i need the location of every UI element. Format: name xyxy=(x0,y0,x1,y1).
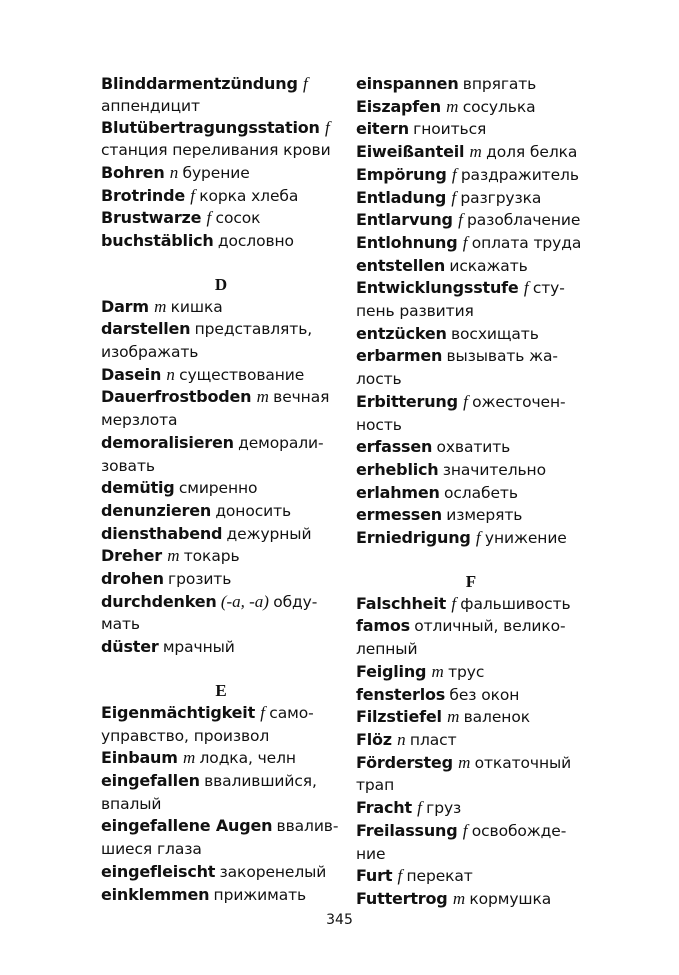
dictionary-entry xyxy=(101,185,341,208)
dictionary-entry xyxy=(356,96,586,119)
translation: сту-пень развития xyxy=(356,279,565,321)
headword: Empörung xyxy=(356,164,447,184)
headword: famos xyxy=(356,616,410,636)
dictionary-entry xyxy=(356,323,586,346)
translation: охватить xyxy=(436,438,511,457)
headword: diensthabend xyxy=(101,523,223,543)
entries-e-continued xyxy=(356,73,586,550)
headword: Darm xyxy=(101,296,149,316)
grammar-note: (-a, -a) xyxy=(220,591,269,611)
headword: eingefleischt xyxy=(101,861,216,881)
gender-mark: f xyxy=(206,208,212,228)
headword: düster xyxy=(101,637,159,657)
entries-e xyxy=(101,702,341,906)
entries-f xyxy=(356,593,586,911)
translation: вызывать жа-лость xyxy=(356,347,558,389)
translation: смиренно xyxy=(178,479,258,498)
translation: разоблачение xyxy=(467,211,581,230)
translation: разгрузка xyxy=(460,188,542,207)
gender-mark: m xyxy=(452,888,466,908)
translation: токарь xyxy=(183,547,240,566)
headword: Blinddarmentzündung xyxy=(101,74,298,93)
headword: fensterlos xyxy=(356,684,446,704)
dictionary-entry xyxy=(356,209,586,232)
entries-b xyxy=(101,73,341,253)
headword: eingefallene Augen xyxy=(101,816,273,836)
gender-mark: m xyxy=(458,752,471,772)
translation: дежурный xyxy=(226,524,312,543)
headword: denunzieren xyxy=(101,500,212,520)
dictionary-entry xyxy=(356,277,586,322)
headword: Erniedrigung xyxy=(356,528,471,548)
gender-mark: m xyxy=(256,387,269,407)
translation: прижимать xyxy=(213,885,307,904)
headword: Brustwarze xyxy=(101,208,202,228)
gender-mark: f xyxy=(325,118,330,138)
gender-mark: m xyxy=(431,661,444,681)
dictionary-entry xyxy=(356,232,586,255)
translation: восхищать xyxy=(450,324,539,343)
dictionary-entry xyxy=(101,545,341,568)
gender-mark: m xyxy=(182,748,196,768)
translation: представлять, изображать xyxy=(101,320,313,362)
headword: Feigling xyxy=(356,661,427,681)
translation: трус xyxy=(448,662,485,681)
headword: erbarmen xyxy=(356,346,443,366)
translation: дословно xyxy=(217,231,294,250)
translation: измерять xyxy=(446,506,523,525)
translation: кормушка xyxy=(469,889,552,908)
headword: Einbaum xyxy=(101,748,178,768)
translation: ослабеть xyxy=(443,483,518,502)
headword: durchdenken xyxy=(101,591,217,611)
translation: перекат xyxy=(406,867,473,886)
translation: унижение xyxy=(484,529,567,548)
translation: сосок xyxy=(215,209,261,228)
gender-mark: f xyxy=(458,210,463,230)
headword: Entlarvung xyxy=(356,210,453,230)
dictionary-entry xyxy=(101,770,341,815)
dictionary-entry xyxy=(101,815,341,860)
entries-d xyxy=(101,296,341,659)
translation: доля белка xyxy=(486,143,578,162)
gender-mark: f xyxy=(523,278,529,298)
translation: фальшивость xyxy=(460,594,571,613)
gender-mark: f xyxy=(462,820,468,840)
dictionary-entry xyxy=(356,527,586,550)
gender-mark: f xyxy=(451,187,457,207)
dictionary-entry xyxy=(356,118,586,141)
dictionary-entry xyxy=(101,568,341,591)
translation: валенок xyxy=(463,708,530,727)
headword: Flöz xyxy=(356,729,392,749)
translation: аппендицит xyxy=(101,96,200,115)
dictionary-entry xyxy=(356,729,586,752)
gender-mark: n xyxy=(397,729,406,749)
section-heading-e: E xyxy=(215,680,227,700)
headword: demütig xyxy=(101,478,175,498)
headword: Furt xyxy=(356,866,393,886)
gender-mark: f xyxy=(190,185,195,205)
headword: eingefallen xyxy=(101,770,200,790)
translation: откаточный трап xyxy=(356,753,572,795)
gender-mark: f xyxy=(451,164,457,184)
headword: erheblich xyxy=(356,459,439,479)
dictionary-entry xyxy=(101,884,341,907)
headword: Bohren xyxy=(101,162,165,182)
gender-mark: f xyxy=(260,702,266,722)
headword: erlahmen xyxy=(356,482,440,502)
headword: einklemmen xyxy=(101,884,210,904)
dictionary-entry xyxy=(101,386,341,431)
translation: искажать xyxy=(449,256,528,275)
translation: деморали-зовать xyxy=(101,433,324,475)
headword: Entlohnung xyxy=(356,232,458,252)
gender-mark: n xyxy=(169,162,179,182)
translation: доносить xyxy=(215,501,292,520)
left-column xyxy=(101,73,341,906)
headword: Filzstiefel xyxy=(356,707,442,727)
headword: ermessen xyxy=(356,505,442,525)
headword: Fracht xyxy=(356,798,412,818)
headword: Dreher xyxy=(101,546,162,566)
gender-mark: m xyxy=(446,96,459,116)
dictionary-entry xyxy=(356,865,586,888)
translation: ввалившийся, впалый xyxy=(101,771,317,813)
translation: грозить xyxy=(168,570,232,589)
gender-mark: f xyxy=(417,798,422,818)
dictionary-entry xyxy=(101,861,341,884)
headword: Blutübertragungsstation xyxy=(101,118,320,138)
dictionary-entry xyxy=(101,500,341,523)
dictionary-entry xyxy=(101,591,341,636)
dictionary-entry xyxy=(356,684,586,707)
headword: Entwicklungsstufe xyxy=(356,278,519,298)
headword: Eiweißanteil xyxy=(356,142,465,162)
translation: закоренелый xyxy=(219,862,327,881)
gender-mark: n xyxy=(166,364,175,384)
headword: Dauerfrostboden xyxy=(101,387,252,407)
gender-mark: f xyxy=(463,391,468,411)
gender-mark: f xyxy=(462,232,468,252)
gender-mark: f xyxy=(451,593,457,613)
dictionary-entry xyxy=(356,593,586,616)
headword: drohen xyxy=(101,569,164,589)
dictionary-entry xyxy=(356,504,586,527)
headword: Futtertrog xyxy=(356,888,448,908)
translation: ожесточен-ность xyxy=(356,392,566,434)
dictionary-entry xyxy=(356,615,586,660)
translation: ввалив-шиеся глаза xyxy=(101,817,339,859)
dictionary-entry xyxy=(101,747,341,770)
headword: Eiszapfen xyxy=(356,96,441,116)
headword: Entladung xyxy=(356,187,447,207)
translation: обду-мать xyxy=(101,592,318,634)
dictionary-entry xyxy=(101,523,341,546)
headword: Falschheit xyxy=(356,593,447,613)
translation: без окон xyxy=(449,685,520,704)
translation: вечная мерзлота xyxy=(101,388,330,430)
dictionary-entry xyxy=(101,296,341,319)
headword: entstellen xyxy=(356,255,446,275)
dictionary-entry xyxy=(101,73,341,117)
dictionary-entry xyxy=(101,318,341,363)
translation: лодка, челн xyxy=(199,749,296,768)
translation: отличный, велико-лепный xyxy=(356,617,566,659)
headword: erfassen xyxy=(356,437,433,457)
dictionary-entry xyxy=(356,752,586,797)
gender-mark: m xyxy=(447,707,460,727)
page-number: 345 xyxy=(326,912,353,928)
headword: Dasein xyxy=(101,364,162,384)
dictionary-entry xyxy=(356,141,586,164)
headword: einspannen xyxy=(356,74,459,93)
translation: гноиться xyxy=(413,120,487,139)
dictionary-entry xyxy=(356,345,586,390)
dictionary-entry xyxy=(101,432,341,477)
headword: demoralisieren xyxy=(101,432,234,452)
translation: само-управство, произвол xyxy=(101,703,314,745)
gender-mark: m xyxy=(469,142,482,162)
dictionary-entry xyxy=(356,661,586,684)
dictionary-entry xyxy=(356,888,586,911)
translation: станция переливания крови xyxy=(101,141,331,160)
dictionary-entry xyxy=(101,117,341,161)
gender-mark: f xyxy=(302,74,308,93)
dictionary-entry xyxy=(356,187,586,210)
dictionary-entry xyxy=(101,636,341,659)
dictionary-entry xyxy=(356,73,586,96)
headword: Freilassung xyxy=(356,820,458,840)
dictionary-entry xyxy=(101,477,341,500)
dictionary-entry xyxy=(356,391,586,436)
gender-mark: m xyxy=(167,546,180,566)
gender-mark: f xyxy=(475,528,481,548)
translation: впрягать xyxy=(462,75,537,93)
translation: пласт xyxy=(409,730,457,749)
dictionary-entry xyxy=(356,255,586,278)
dictionary-entry xyxy=(356,820,586,865)
translation: оплата труда xyxy=(471,233,582,252)
gender-mark: f xyxy=(397,866,403,886)
translation: существование xyxy=(179,365,305,384)
headword: entzücken xyxy=(356,323,447,343)
headword: Eigenmächtigkeit xyxy=(101,702,256,722)
dictionary-entry xyxy=(101,364,341,387)
translation: освобожде-ние xyxy=(356,821,567,863)
translation: груз xyxy=(426,799,462,818)
headword: Erbitterung xyxy=(356,391,458,411)
dictionary-entry xyxy=(356,706,586,729)
dictionary-entry xyxy=(101,207,341,230)
translation: значительно xyxy=(442,460,546,479)
translation: бурение xyxy=(182,163,250,182)
translation: корка хлеба xyxy=(199,186,299,205)
section-heading-f: F xyxy=(465,571,477,591)
dictionary-entry xyxy=(356,436,586,459)
dictionary-entry xyxy=(101,162,341,185)
headword: darstellen xyxy=(101,319,191,339)
headword: Fördersteg xyxy=(356,752,453,772)
headword: eitern xyxy=(356,119,409,139)
headword: buchstäblich xyxy=(101,230,214,250)
gender-mark: m xyxy=(154,296,167,316)
dictionary-entry xyxy=(356,459,586,482)
translation: кишка xyxy=(170,297,223,316)
dictionary-entry xyxy=(356,797,586,820)
section-heading-d: D xyxy=(214,274,228,294)
right-column xyxy=(356,73,586,911)
dictionary-entry xyxy=(101,702,341,747)
translation: мрачный xyxy=(162,638,235,657)
translation: сосулька xyxy=(462,97,536,116)
dictionary-entry xyxy=(356,482,586,505)
translation: раздражитель xyxy=(460,165,579,184)
headword: Brotrinde xyxy=(101,185,185,205)
dictionary-entry xyxy=(101,230,341,253)
dictionary-entry xyxy=(356,164,586,187)
